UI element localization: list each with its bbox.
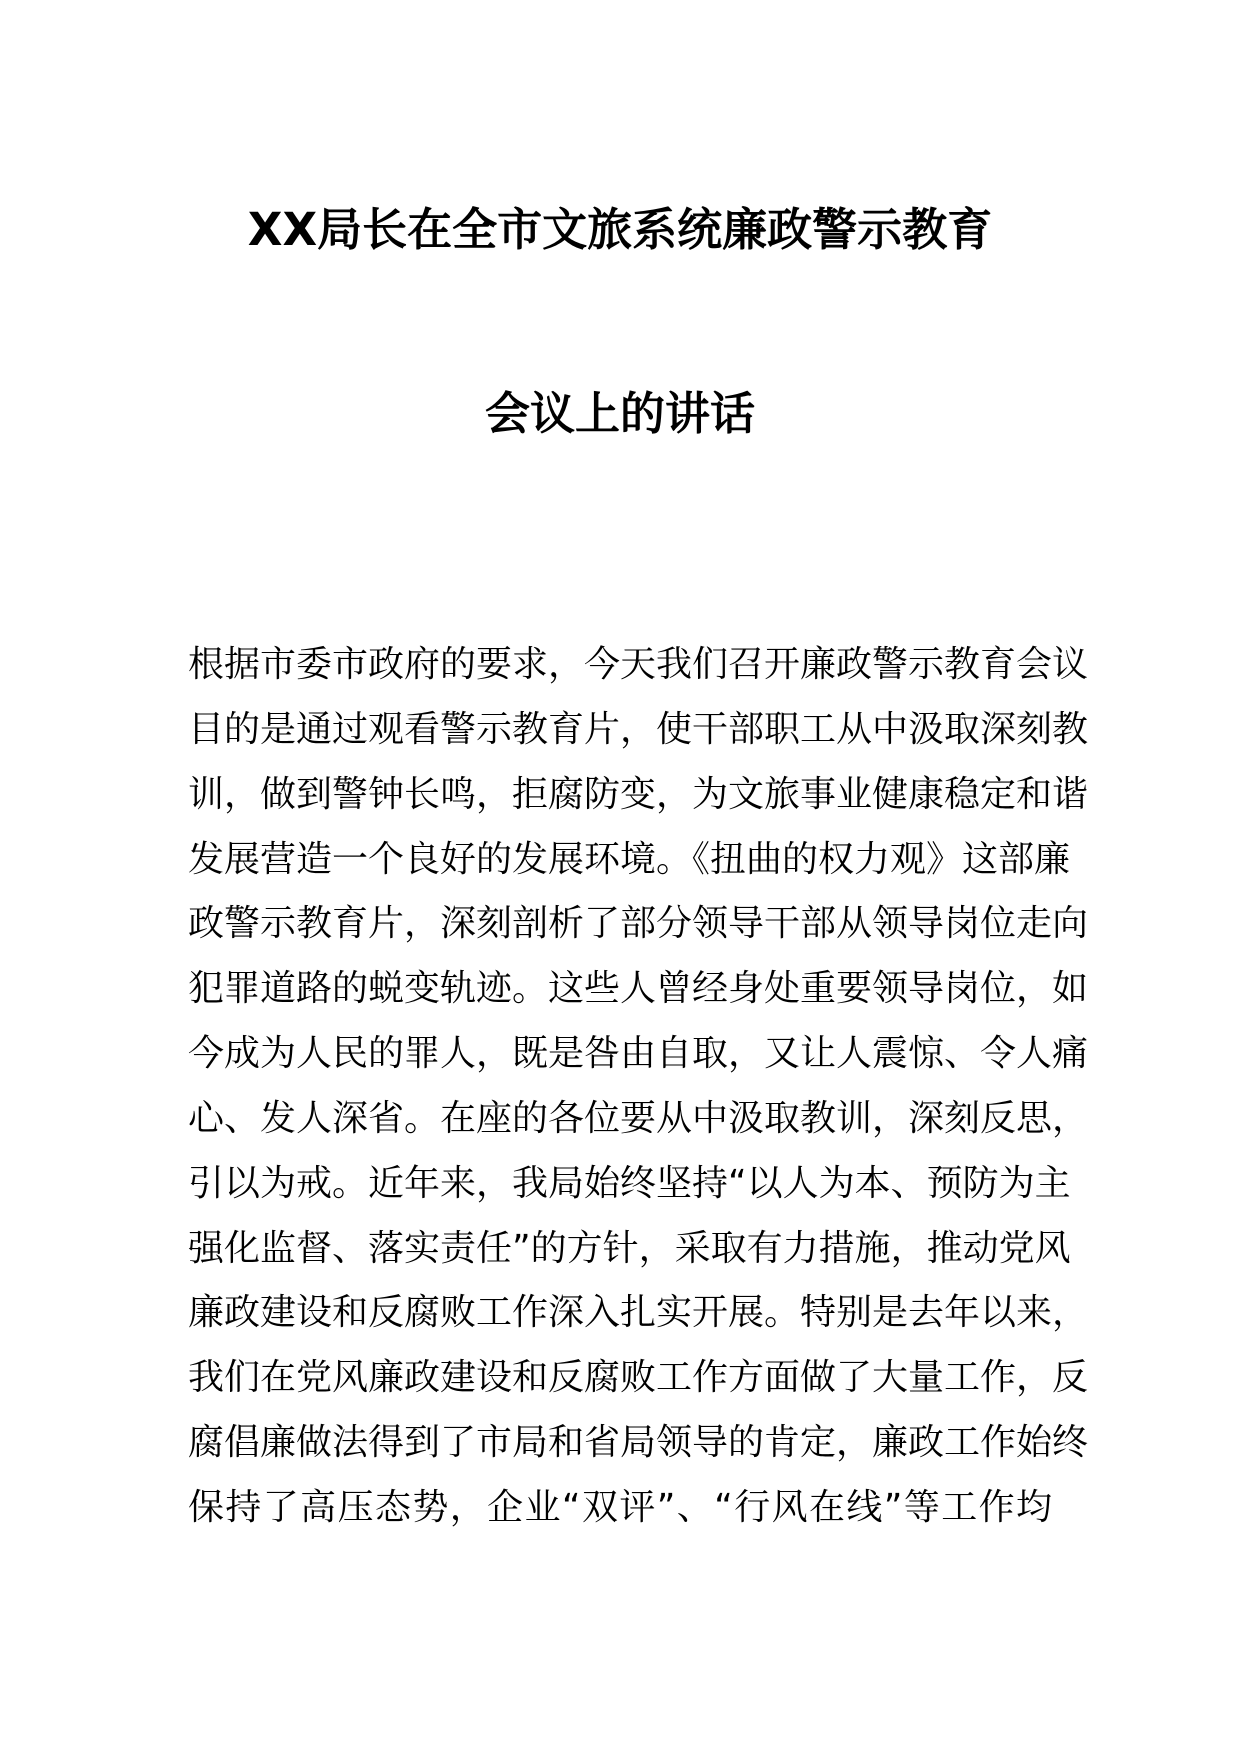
body-line: 引以为戒。近年来，我局始终坚持“以人为本、预防为主 <box>188 1162 1071 1204</box>
body-line: 心、发人深省。在座的各位要从中汲取教训，深刻反思， <box>188 1097 1089 1139</box>
body-line: 犯罪道路的蜕变轨迹。这些人曾经身处重要领导岗位，如 <box>188 968 1089 1010</box>
body-line: 目的是通过观看警示教育片，使干部职工从中汲取深刻教 <box>188 708 1089 750</box>
document-title-line-1: XX局长在全市文旅系统廉政警示教育 <box>247 203 993 256</box>
body-line: 政警示教育片，深刻剖析了部分领导干部从领导岗位走向 <box>188 903 1089 945</box>
body-line: 发展营造一个良好的发展环境。《扭曲的权力观》这部廉 <box>188 838 1071 880</box>
body-line: 我们在党风廉政建设和反腐败工作方面做了大量工作，反 <box>188 1357 1089 1399</box>
body-paragraph <box>188 633 1089 1541</box>
document-title-line-2: 会议上的讲话 <box>484 387 755 440</box>
body-line: 今成为人民的罪人，既是咎由自取，又让人震惊、令人痛 <box>188 1033 1089 1075</box>
body-line: 根据市委市政府的要求，今天我们召开廉政警示教育会议 <box>188 644 1089 685</box>
body-line: 廉政建设和反腐败工作深入扎实开展。特别是去年以来， <box>188 1292 1089 1334</box>
body-line: 强化监督、落实责任”的方针，采取有力措施，推动党风 <box>188 1227 1071 1269</box>
body-line: 保持了高压态势，企业“双评”、“行风在线”等工作均 <box>188 1486 1052 1528</box>
body-line: 腐倡廉做法得到了市局和省局领导的肯定，廉政工作始终 <box>188 1422 1089 1464</box>
body-line: 训，做到警钟长鸣，拒腐防变，为文旅事业健康稳定和谐 <box>188 773 1089 815</box>
